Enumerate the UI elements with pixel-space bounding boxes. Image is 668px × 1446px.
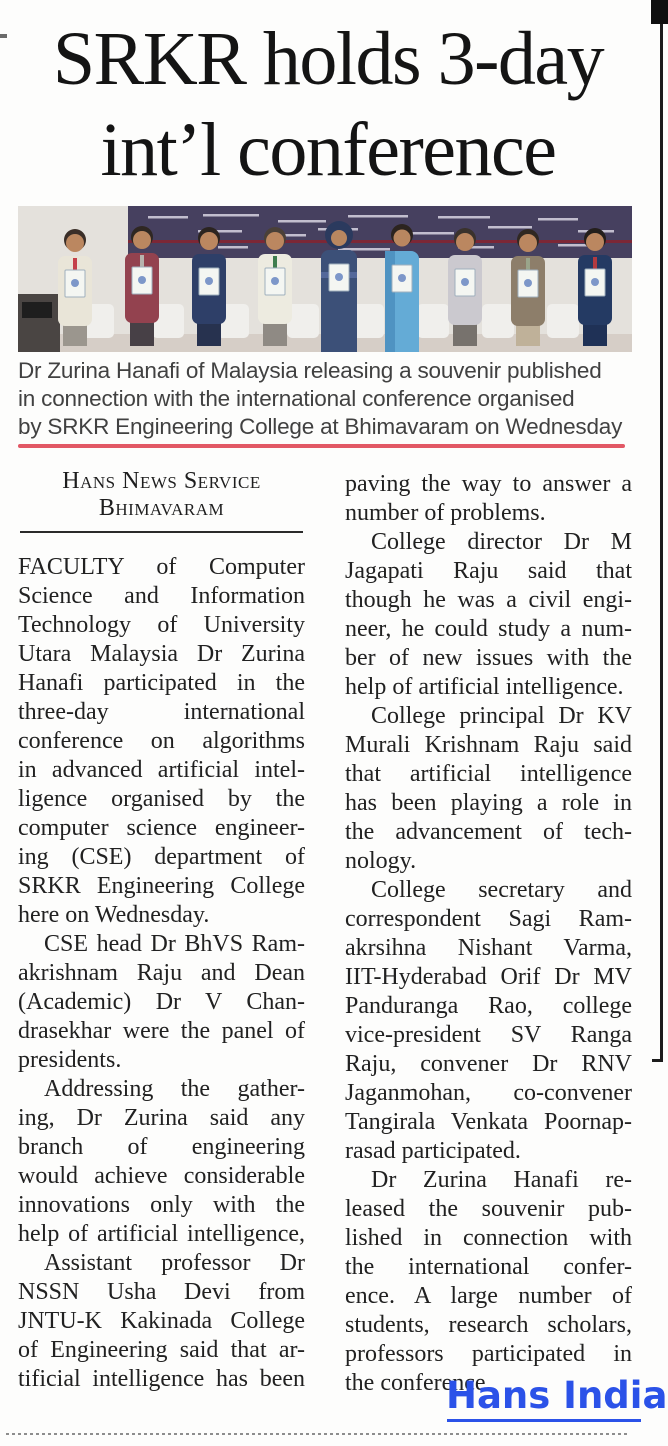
article-body (18, 468, 632, 1398)
article-paragraph (345, 876, 632, 1166)
byline-location: Bhimavaram (98, 495, 225, 521)
photo-banner-text (218, 246, 248, 249)
article-line: Panduranga Rao, college (345, 993, 632, 1019)
article-line: College principal Dr KV (371, 703, 632, 729)
article-line: College director Dr M (371, 529, 632, 555)
article-line: of Engineering said that ar- (18, 1337, 305, 1363)
caption-line: Dr Zurina Hanafi of Malaysia releasing a souvenir published (18, 358, 602, 383)
article-line: Raju, convener Dr RNV (345, 1051, 632, 1077)
article-line: Murali Krishnam Raju said (345, 732, 632, 758)
photo-banner-text (148, 216, 188, 219)
article-headline (0, 14, 656, 196)
article-line: Hanafi participated in the (18, 670, 305, 696)
article-line: though he was a civil engi- (345, 587, 632, 613)
page-edge-tick-mark (0, 34, 7, 38)
article-line: correspondent Sagi Ram- (345, 906, 632, 932)
photo-banner-text (278, 220, 326, 223)
photo-banner-text (488, 226, 532, 229)
article-line: three-day international (18, 699, 305, 725)
article-line: professors participated in (345, 1341, 632, 1367)
article-line: that artificial intelligence (345, 761, 632, 787)
article-line: College secretary and (371, 877, 632, 903)
article-line: the international confer- (345, 1254, 632, 1280)
article-paragraph (345, 528, 632, 702)
article-line: leased the souvenir pub- (345, 1196, 632, 1222)
article-line: lished in connection with (345, 1225, 632, 1251)
caption-line: in connection with the international conference organised (18, 386, 575, 411)
article-line: drasekhar were the panel of (18, 1018, 305, 1044)
article-line: here on Wednesday. (18, 902, 210, 928)
photo-banner-text (538, 218, 578, 221)
person-figure (321, 221, 357, 352)
article-paragraph (18, 1075, 305, 1249)
article-line: innovations only with the (18, 1192, 305, 1218)
article-line: Dr Zurina Hanafi re- (371, 1167, 632, 1193)
article-line: students, research scholars, (345, 1312, 632, 1338)
article-column-left (18, 468, 305, 1398)
article-line: akrishnam Raju and Dean (18, 960, 305, 986)
byline (18, 468, 305, 533)
photo-laptop (22, 302, 52, 318)
article-line: SRKR Engineering College (18, 873, 305, 899)
article-paragraph (18, 553, 305, 930)
photo-chair (417, 304, 449, 338)
article-paragraph (18, 1249, 305, 1394)
article-line: Jaganmohan, co-convener (345, 1080, 632, 1106)
article-line: paving the way to answer a (345, 471, 632, 497)
article-line: the conference. (345, 1370, 492, 1396)
article-line: Addressing the gather- (44, 1076, 305, 1102)
article-line: JNTU-K Kakinada College (18, 1308, 305, 1334)
adjacent-column-rule (660, 0, 663, 1060)
article-line: in advanced artificial intel- (18, 757, 305, 783)
page-edge-ink-mark (651, 0, 668, 24)
conference-photo (18, 206, 632, 352)
article-line: neer, he could study a num- (345, 616, 632, 642)
article-text-left (18, 553, 305, 1394)
article-line: ing, Dr Zurina said any (18, 1105, 305, 1131)
article-line: conference on algorithms (18, 728, 305, 754)
headline-line-1: SRKR holds 3-day (52, 17, 604, 101)
bottom-dotted-rule (6, 1433, 628, 1435)
photo-caption (18, 357, 630, 441)
article-line: Technology of University (18, 612, 305, 638)
adjacent-column-rule-corner (652, 1059, 663, 1062)
article-paragraph (345, 470, 632, 528)
article-line: Jagapati Raju said that (345, 558, 632, 584)
article-line: nology. (345, 848, 417, 874)
article-line: rasad participated. (345, 1138, 521, 1164)
article-paragraph (345, 1166, 632, 1398)
article-line: would achieve considerable (18, 1163, 305, 1189)
photo-chair (547, 304, 579, 338)
article-line: IIT-Hyderabad Orif Dr MV (345, 964, 632, 990)
conference-photo-illustration (18, 206, 632, 352)
byline-agency: Hans News Service (62, 468, 261, 494)
article-line: the advancement of tech- (345, 819, 632, 845)
article-line: computer science engineer- (18, 815, 305, 841)
article-line: Tangirala Venkata Poornap- (345, 1109, 632, 1135)
article-line: ence. A large number of (345, 1283, 632, 1309)
article-line: (Academic) Dr V Chan- (18, 989, 305, 1015)
article-line: number of problems. (345, 500, 546, 526)
headline-line-2: int’l conference (100, 108, 556, 192)
article-line: vice-president SV Ranga (345, 1022, 632, 1048)
article-line: branch of engineering (18, 1134, 305, 1160)
byline-rule (20, 531, 303, 533)
article-line: tificial intelligence has been (18, 1366, 305, 1392)
article-line: Science and Information (18, 583, 305, 609)
article-line: has been playing a role in (345, 790, 632, 816)
article-line: NSSN Usha Devi from (18, 1279, 305, 1305)
article-paragraph (18, 930, 305, 1075)
photo-banner-text (408, 232, 454, 235)
article-line: CSE head Dr BhVS Ram- (44, 931, 305, 957)
hans-india-watermark-underline (447, 1419, 641, 1422)
article-line: Assistant professor Dr (44, 1250, 305, 1276)
article-line: FACULTY of Computer (18, 554, 305, 580)
article-text-right (345, 470, 632, 1398)
article-line: help of artificial intelligence, (18, 1221, 305, 1247)
photo-banner-text (348, 215, 408, 218)
photo-banner-text (203, 214, 259, 217)
article-line: presidents. (18, 1047, 122, 1073)
caption-divider-rule (18, 444, 625, 448)
article-line: ber of new issues with the (345, 645, 632, 671)
caption-line: by SRKR Engineering College at Bhimavaram on Wednesday (18, 414, 623, 439)
photo-banner-text (438, 216, 490, 219)
article-line: ing (CSE) department of (18, 844, 305, 870)
article-line: Utara Malaysia Dr Zurina (18, 641, 305, 667)
article-line: ligence organised by the (18, 786, 305, 812)
article-paragraph (345, 702, 632, 876)
article-column-right (345, 468, 632, 1398)
hans-india-watermark: Hans India (446, 1374, 668, 1417)
photo-chair (482, 304, 514, 338)
article-line: akrsihna Nishant Varma, (345, 935, 632, 961)
article-line: help of artificial intelligence. (345, 674, 624, 700)
